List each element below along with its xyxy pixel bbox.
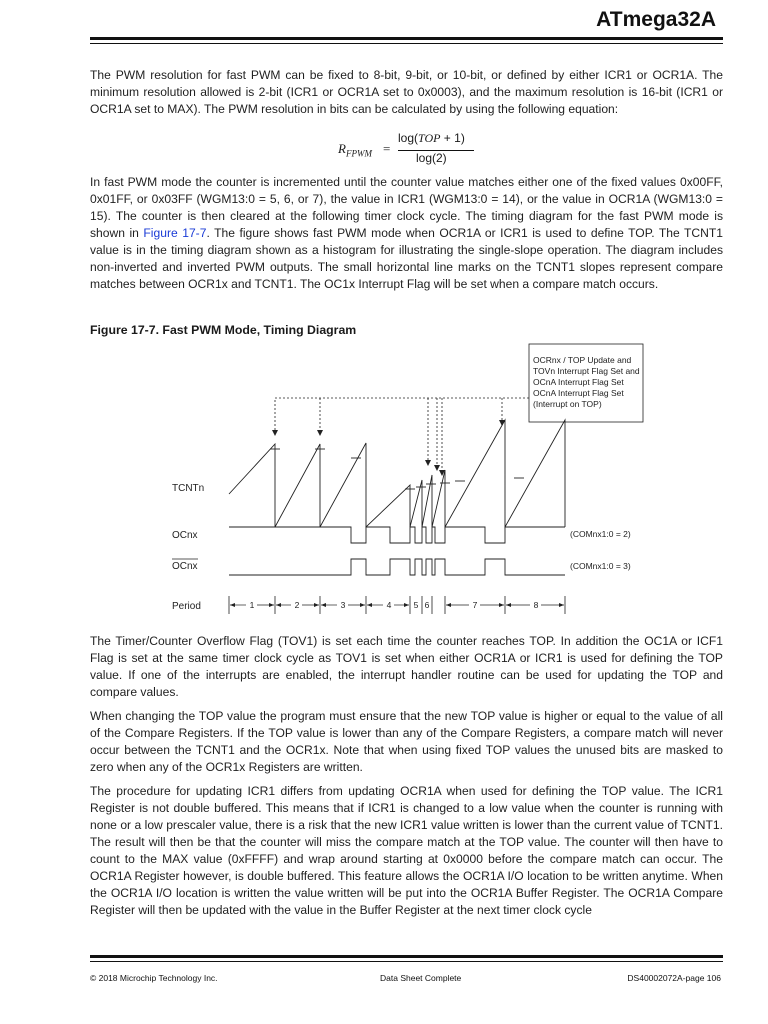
callout-line: TOVn Interrupt Flag Set and: [533, 366, 640, 376]
figure-caption: Figure 17-7. Fast PWM Mode, Timing Diagram: [90, 323, 357, 337]
period-number: 5: [413, 600, 419, 610]
paragraph-fast-pwm: In fast PWM mode the counter is incremented until the counter value matches either one of the fixed values 0x00FF, 0x01FF, or 0x03FF (WGM13:0 = 5, 6, or 7), the value in ICR1 (WGM13:0 = 14), or the value in OCR1A (WGM13:0 = 15). The counter is then cleared at the following timer clock cycle. The timing diagram for the fast PWM mode is shown in Figure 17-7. The figure shows fast PWM mode when OCR1A or ICR1 is used to define TOP. The TCNT1 value is in the timing diagram shown as a histogram for illustrating the single-slope operation. The diagram includes non-inverted and inverted PWM outputs. The small horizontal line marks on the TCNT1 slopes represent compare matches between OCR1x and TCNT1. The OC1x Interrupt Flag will be set when a compare match occurs.: [90, 175, 723, 291]
figure-link[interactable]: Figure 17-7: [143, 226, 207, 240]
paragraph-top-change: When changing the TOP value the program must ensure that the new TOP value is higher or equal to the value of all of the Compare Registers. If the TOP value is lower than any of the Compare Registers, a compare match will never occur between the TCNT1 and the OCR1x. Note that when using fixed TOP values the unused bits are masked to zero when any of the OCR1x Registers are written.: [90, 709, 723, 774]
period-label: Period: [172, 601, 201, 612]
com-noninverted-label: (COMnx1:0 = 2): [570, 529, 631, 539]
period-number: 1: [249, 600, 255, 610]
ocnx-label: OCnx: [172, 530, 198, 541]
ocnx-inverted-label: OCnx: [172, 561, 198, 572]
equation-equals: =: [383, 141, 391, 156]
period-number: 8: [533, 600, 539, 610]
ocnx-inverted-waveform: [229, 559, 565, 575]
period-number: 4: [386, 600, 392, 610]
footer-page-number: DS40002072A-page 106: [627, 973, 721, 983]
equation-numerator: log(TOP + 1): [398, 131, 465, 145]
footer-copyright: © 2018 Microchip Technology Inc.: [90, 973, 218, 983]
callout-line: OCnA Interrupt Flag Set: [533, 388, 624, 398]
com-inverted-label: (COMnx1:0 = 3): [570, 561, 631, 571]
callout-line: (Interrupt on TOP): [533, 399, 602, 409]
page-title: ATmega32A: [596, 8, 716, 31]
callout-line: OCRnx / TOP Update and: [533, 355, 632, 365]
paragraph-icr1-update: The procedure for updating ICR1 differs from updating OCR1A when used for defining the TOP value. The ICR1 Register is not double buffered. This means that if ICR1 is changed to a low value when the counter is running with none or a low prescaler value, there is a risk that the new ICR1 value written is lower than the current value of TCNT1. The result will then be that the counter will miss the compare match at the TOP value. The counter will then have to count to the MAX value (0xFFFF) and wrap around starting at 0x0000 before the compare match can occur. The OCR1A Register however, is double buffered. This feature allows the OCR1A I/O location to be written anytime. When the OCR1A I/O location is written the value written will be put into the OCR1A Buffer Register. The OCR1A Compare Register will then be updated with the value in the Buffer Register at the next timer clock cycle: [90, 784, 723, 917]
equation-lhs: $R_{FPWM}$: [338, 141, 372, 159]
footer-rule-thin: [90, 961, 723, 962]
paragraph-tov1: The Timer/Counter Overflow Flag (TOV1) is set each time the counter reaches TOP. In addition the OC1A or ICF1 Flag is set at the same timer clock cycle as TOV1 is set when either OCR1A or ICR1 is used for defining the TOP value. If one of the interrupts are enabled, the interrupt handler routine can be used for updating the TOP and compare values.: [90, 634, 723, 699]
paragraph-resolution: The PWM resolution for fast PWM can be fixed to 8-bit, 9-bit, or 10-bit, or defined by either ICR1 or OCR1A. The minimum resolution allowed is 2-bit (ICR1 or OCR1A set to 0x0003), and the maximum resolution is 16-bit (ICR1 or OCR1A set to MAX). The PWM resolution in bits can be calculated by using the following equation:: [90, 68, 723, 116]
period-number: 6: [424, 600, 430, 610]
ocnx-waveform: [229, 527, 565, 543]
footer-rule: [90, 955, 723, 958]
footer-title: Data Sheet Complete: [380, 973, 462, 983]
period-number: 2: [294, 600, 300, 610]
period-number: 7: [472, 600, 478, 610]
tcnt-label: TCNTn: [172, 483, 205, 494]
equation-denominator: log(2): [416, 151, 447, 165]
interrupt-arrows: [275, 398, 529, 470]
period-number: 3: [340, 600, 346, 610]
compare-marks: [270, 449, 524, 489]
callout-line: OCnA Interrupt Flag Set: [533, 377, 624, 387]
tcnt-sawtooth: [229, 420, 565, 527]
